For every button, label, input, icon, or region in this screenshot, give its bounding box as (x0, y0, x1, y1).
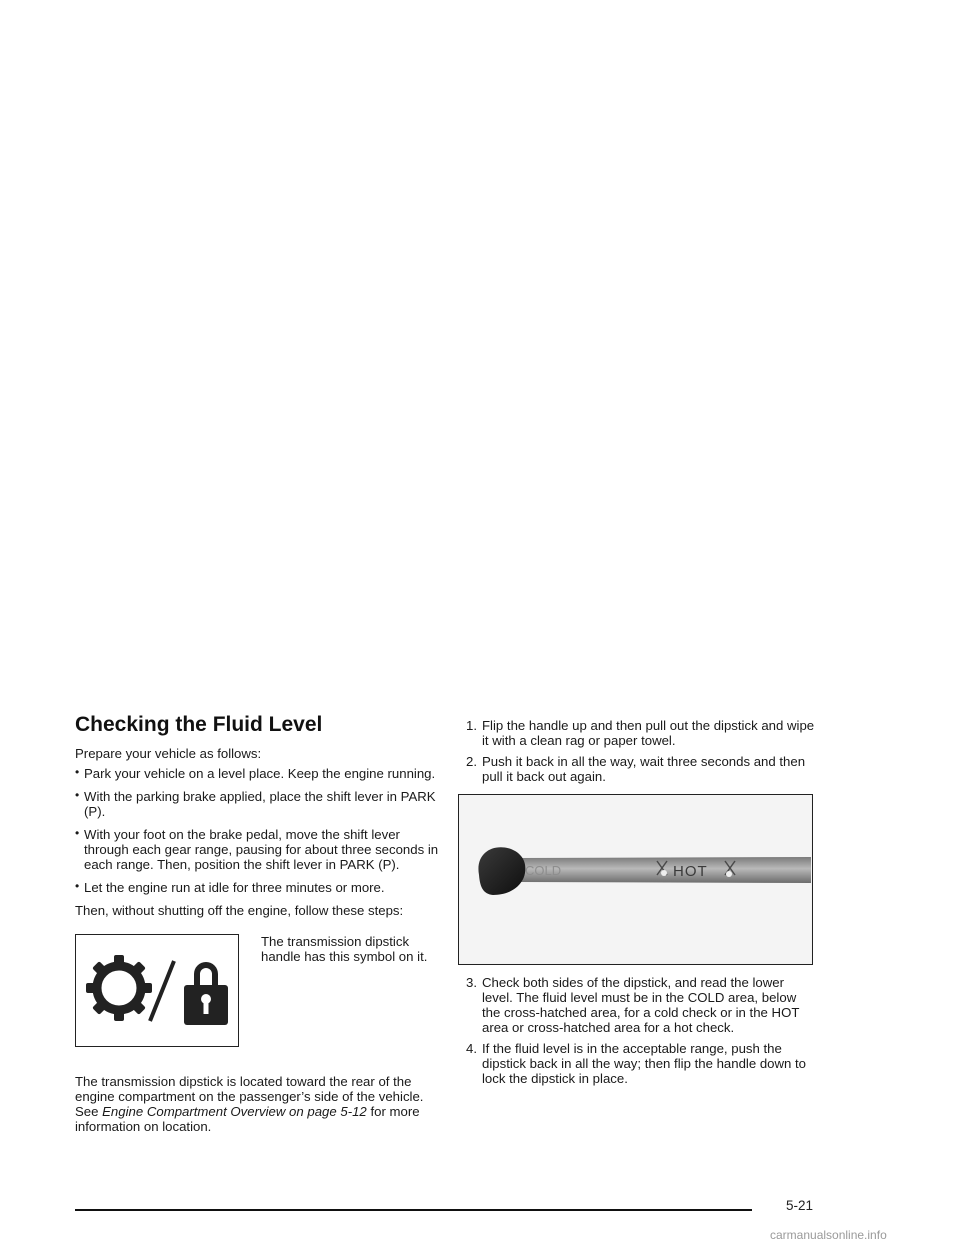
bullet-icon: • (75, 788, 80, 802)
bullet-item (75, 880, 440, 895)
right-column (466, 718, 818, 1092)
location-text: The transmission dipstick is located toward the rear of the engine compartment on the passenger’s side of the vehicle. See (75, 1074, 424, 1119)
then-text: Then, without shutting off the engine, follow these steps: (75, 903, 404, 918)
bullet-icon: • (75, 826, 80, 840)
symbol-row (75, 934, 440, 1052)
footer-divider (75, 1209, 752, 1211)
step-number: 1. (466, 718, 477, 733)
step-item (466, 1041, 818, 1086)
symbol-caption: The transmission dipstick handle has this symbol on it. (261, 934, 428, 964)
section-title: Checking the Fluid Level (75, 713, 323, 736)
left-column (75, 712, 440, 1134)
step-number: 3. (466, 975, 477, 990)
step-item (466, 975, 818, 1035)
bullet-item (75, 766, 440, 781)
dipstick-photo (458, 794, 813, 965)
bullet-text: Park your vehicle on a level place. Keep the engine running. (84, 766, 436, 781)
prep-bullet-list (75, 766, 440, 895)
step-text: Push it back in all the way, wait three seconds and then pull it back out again. (482, 754, 806, 784)
steps-list-continued (466, 975, 818, 1086)
watermark: carmanualsonline.info (770, 1228, 887, 1242)
bullet-text: With the parking brake applied, place the shift lever in PARK (P). (84, 789, 436, 819)
bullet-item (75, 827, 440, 872)
bullet-text: With your foot on the brake pedal, move the shift lever through each gear range, pausing for about three seconds in each range. Then, position the shift lever in PARK (P). (84, 827, 439, 872)
step-text: Check both sides of the dipstick, and read the lower level. The fluid level must be in the COLD area, below the cross-hatched area, for a cold check or in the HOT area or cross-hatched area for a hot check. (482, 975, 800, 1035)
bullet-item (75, 789, 440, 819)
bullet-icon: • (75, 879, 80, 893)
dipstick-illustration (459, 795, 811, 963)
step-item (466, 718, 818, 748)
dipstick-symbol-figure (75, 934, 239, 1047)
bullet-icon: • (75, 765, 80, 779)
step-number: 4. (466, 1041, 477, 1056)
step-item (466, 754, 818, 784)
location-text-end: for more information on location. (75, 1104, 420, 1134)
cold-label: COLD (525, 863, 562, 878)
location-paragraph (75, 1074, 440, 1134)
engine-compartment-link[interactable]: Engine Compartment Overview on page 5-12 (102, 1104, 367, 1119)
page-number: 5-21 (786, 1198, 814, 1213)
steps-list (466, 718, 818, 784)
step-number: 2. (466, 754, 477, 769)
hot-label: HOT (673, 863, 708, 880)
gear-lock-icon (76, 935, 237, 1045)
bullet-text: Let the engine run at idle for three minutes or more. (84, 880, 385, 895)
step-text: Flip the handle up and then pull out the dipstick and wipe it with a clean rag or paper towel. (482, 718, 815, 748)
intro-text: Prepare your vehicle as follows: (75, 746, 262, 761)
step-text: If the fluid level is in the acceptable range, push the dipstick back in all the way; then flip the handle down to lock the dipstick in place. (482, 1041, 807, 1086)
